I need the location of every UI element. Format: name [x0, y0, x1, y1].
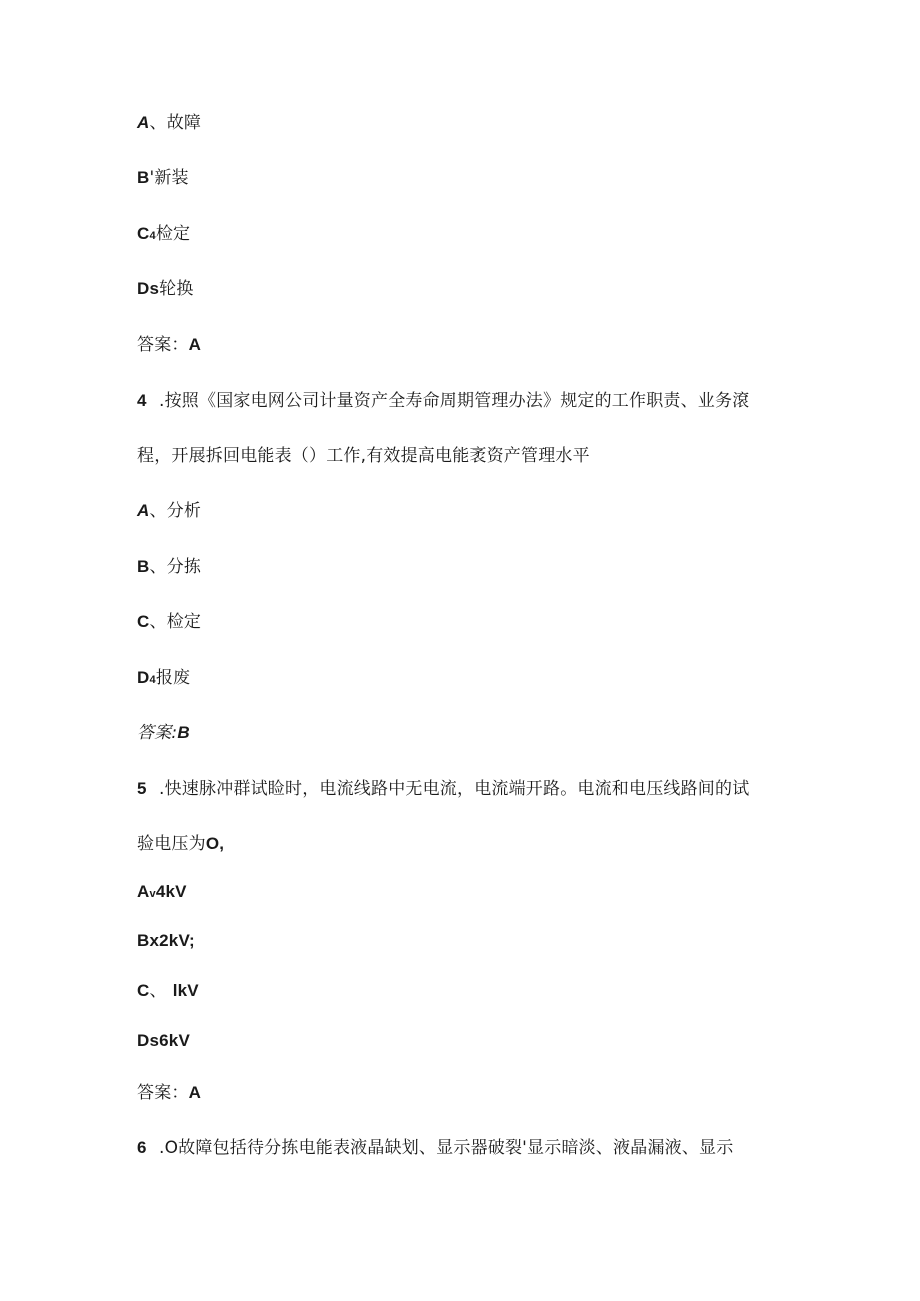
option-letter: A	[137, 882, 150, 901]
question-4-line-2	[137, 445, 590, 467]
option-text: 故障	[166, 113, 202, 133]
option-text: 检定	[155, 224, 191, 244]
option-text: 4kV	[155, 882, 187, 901]
answer-line	[137, 722, 190, 744]
option-separator: s	[149, 1031, 160, 1050]
option-d	[137, 667, 190, 691]
question-text-tail: O,	[205, 834, 225, 853]
option-text: 2kV;	[159, 931, 195, 950]
option-d	[137, 278, 194, 300]
answer-value: A	[188, 335, 202, 354]
option-letter: B	[137, 168, 150, 187]
question-4-line-1	[137, 390, 749, 412]
option-c	[137, 223, 190, 247]
option-letter: D	[137, 1031, 150, 1050]
option-separator: 、	[149, 612, 167, 632]
answer-value: B	[177, 723, 190, 742]
question-number: 6	[137, 1138, 147, 1157]
option-c	[137, 980, 199, 1002]
option-text: 分析	[166, 501, 202, 521]
question-text: .O故障包括待分拣电能表液晶缺划、显示器破裂'显示暗淡、液晶漏液、显示	[159, 1138, 734, 1158]
option-letter: C	[137, 981, 150, 1000]
answer-line	[137, 334, 201, 356]
option-letter: C	[137, 612, 150, 631]
option-letter: C	[137, 224, 150, 243]
question-text: .按照《国家电网公司计量资产全寿命周期管理办法》规定的工作职责、业务滾	[159, 391, 750, 411]
option-text: 分拣	[166, 557, 202, 577]
option-c	[137, 611, 201, 633]
option-text: 新装	[154, 168, 189, 188]
option-separator: 、	[149, 557, 167, 577]
answer-line	[137, 1082, 201, 1104]
option-b	[137, 167, 189, 189]
question-text: 程，开展拆回电能表（）工作,有效提高电能袤资产管理水平	[137, 446, 590, 466]
option-separator: v	[149, 888, 156, 900]
option-text: 轮换	[159, 279, 194, 299]
question-5-line-1	[137, 778, 749, 800]
option-separator: 、	[149, 501, 167, 521]
option-text: lkV	[172, 981, 199, 1000]
answer-value: A	[188, 1083, 202, 1102]
option-letter: B	[137, 931, 150, 950]
option-separator: 4	[149, 230, 156, 242]
question-text: 验电压为	[137, 834, 206, 854]
question-number: 5	[137, 779, 147, 798]
option-text: 6kV	[159, 1031, 190, 1050]
question-5-line-2	[137, 833, 224, 855]
answer-label: 答案：	[137, 1083, 189, 1103]
answer-label: 答案：	[137, 335, 189, 355]
option-separator: 、	[149, 113, 167, 133]
option-d	[137, 1030, 190, 1052]
option-text: 检定	[166, 612, 202, 632]
option-separator: '	[149, 168, 155, 188]
option-letter: D	[137, 279, 150, 298]
option-a	[137, 500, 201, 522]
option-letter: A	[137, 113, 150, 132]
option-separator: 4	[149, 674, 156, 686]
question-text: .快速脉冲群试睑时，电流线路中无电流，电流端开路。电流和电压线路间的试	[159, 779, 750, 799]
option-letter: B	[137, 557, 150, 576]
option-b	[137, 556, 201, 578]
question-6-line-1	[137, 1137, 733, 1159]
answer-label: 答案:	[137, 723, 178, 743]
option-a	[137, 881, 187, 905]
option-text: 报废	[155, 668, 191, 688]
question-number: 4	[137, 391, 147, 410]
option-b	[137, 930, 195, 952]
option-separator: x	[149, 931, 160, 950]
option-separator: 、	[149, 981, 167, 1001]
option-a	[137, 112, 201, 134]
option-letter: D	[137, 668, 150, 687]
option-letter: A	[137, 501, 150, 520]
option-separator: s	[149, 279, 160, 298]
